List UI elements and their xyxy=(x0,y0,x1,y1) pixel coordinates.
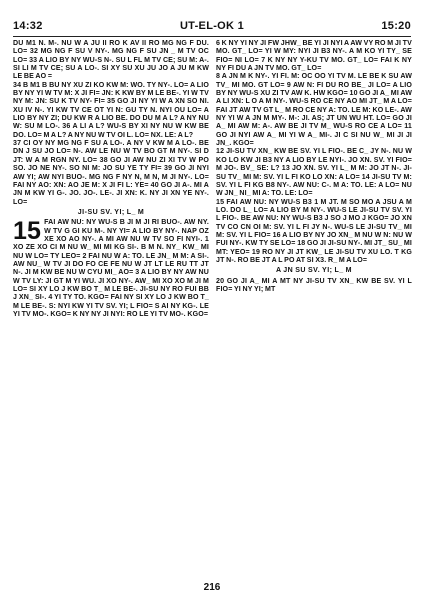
paragraph-text: FAI AW NU: NY WU-S B JI M JI RI BUO-. AW NY. W TV G GI KU M-. NY YI= A LIO BY NY-. NAP OZ XE XO AO NY-. A MI AW NU W TV SO FI NYI-. 1 XO ZE XO CI M NU W_ MI MI KG SI-. B M N. NY_ KW_ MI NU W LO= TY LEO= 2 FAI NU W A: TO. LE JN_ M M: A SI-. AW NU_ W TV JI DO FO CE FE NU W JT LT LE RU TT JT N-. JI M KW BE NU W CYU MI_ AO= 3 A LIO BY NY AW NU W TV LY: JI GT M YI WU. JI XO NY-. AW_ MI XO XO M JI M LO= SI XY LO J KW BO T_ M LE BE-. JI-SU NY RO FUI BB J XN_ SI-. 4 YI TY TO. KGO= FAI NY SI XY LO J KW BO T_ M LE BE-. S: NYI KW YI TV SV. YI; L FIO= S AI NY KG-. LE YI TV MO-. KGO= K NY NY JI NYI: RO LE YI TV MO-. KGO= xyxy=(13,219,209,318)
page-header xyxy=(13,20,411,36)
paragraph: DU M1 N. M-. NU W A JU II RO K AV II RO MG NG F DU. LO= 32 MG NG F SU V NY-. MG NG F SU JN _ M TV OC LO= 33 A LIO BY NY WU-S N-. SU L FL M TV CE; SU M: A-. SI LI M TV CE; SU A LO-. SI XY SU XU JU JO A JU M KW LE BE AO = xyxy=(13,40,209,81)
paragraph: 6 K NY YI NY JI FW JHW_ BE YI JI NYI A AW VY RO M JI TV MO. GT_ LO= YI W MY: NYI JI B3 NY-. A M KO YI TY_ SE FIO= NI LO= 7 K NY NY Y-KU TV MO. GT_ LO= FAI K NY NY FI DU A JN TV MO. GT_ LO= xyxy=(216,40,412,73)
left-column xyxy=(13,40,209,319)
section-heading: JI-SU SV. YI; L_ M xyxy=(77,208,145,216)
running-title: UT-EL-OK 1 xyxy=(179,20,245,32)
section-heading: A JN SU SV. YI; L_ M xyxy=(275,267,353,275)
paragraph xyxy=(13,219,209,319)
chapter-number: 15 xyxy=(13,217,42,246)
paragraph: 34 B M1 B BU NY XU ZI KO KW M: WO. TY NY-. LO= A LIO BY NY YI W TV M: X JI FI= JN: K KW BY M LE BE-. YI W TV NY M: JN: SU K TV NY- FI= 35 GO JI NY YI W A XN SO NI. XU IV N-. YI KW TV CE OT YI N: GU TY N. NYI OU LO= A LIO BY NY ZI; DU KW R A LIO BE. DO DU M A L? A NY NU W: SU M LO-. 36 A LI A L? WU-S BY XI NY NU W KW BE DO. LO= M A L? A NY NU W TV OI L. LO= NX. LE: A L? xyxy=(13,81,209,139)
header-divider xyxy=(13,36,411,37)
page-number: 216 xyxy=(203,582,221,593)
paragraph: 20 GO JI A_ MI A MT NY JI-SU TV XN_ KW BE SV. YI L FIO= YI NY YI; MT xyxy=(216,277,412,293)
paragraph: 15 FAI AW NU: NY WU-S B3 1 M JT. M SO MO A JSU A M LO. DO L_ LO= A LIO BY M NY-. WU-S LE JI-SU TV SV. YI L FIO-. BE AW NU: NY WU-S B3 J SO J MO J KGO= JO XN TV CO CN OI M: SV. YI L FI JY N-. WU-S LE JI-SU TV_ MI M: SV. YI L FIO= 16 A LIO BY NY JO XN_ M NU W N: NU W FUI NY-. KW TY SE LO= 18 GO JI JI-SU NY-. MI JT_ SU_ MI MT: YEO= 19 RO NY JI JT KW_ LE JI-SU TV XU LO. T KG JT N-. RO BE JT A L PO AT SI X3. R_ M A LO= xyxy=(216,198,412,264)
paragraph: 8 A JN M K NY-. YI FI. M: OC OO YI TV M. LE BE K SU AW TV_ MI MO. GT LO= 9 AW N: FI DU RO BE_ JI LO= A LIO BY NY WU-S XU ZI TV AW K. HW KGO= 10 GO JI A_ MI AW A LI XN: L O A M NY-. WU-S RO CE NY AO MI JT_ M A LO= FAI JT AW TV GT L_ M RO CE NY A: TO. LE M: KO LE-. AW NY YI W A JN M MY-. M-: JI. AS; JT UN WU HT. LO= GO JI A_ MI AW M: A-. AW BE JI TV M_ WU-S RO CE A LO= 11 GO JI NYI AW A_ MI YI W A_ MI-. JI C SI NU W_ MI JI JI JN_. KGO= xyxy=(216,73,412,148)
paragraph: 37 CI OY NY MG NG F SU A LO-. A NY V KW M A LO-. BE DN J SU JO LO= N-. AW LE NU W TV BO GT M NY-. SI D JT: W A M RGN NY. LO= 38 GO JI AW NU ZI XI TV W PO SO. JO NE NY-. SO NI M: JO SU YE TY FI= 39 GO JI NYI AW YI; AW NYI BUO-. MG NG F NY N, M N, M JI NY-. LO= FAI NY AO: XN: AO JE M: X JI FI L: YE= 40 GO JI A-. MI A JN M KW YI G-. JO. JO-. LE-. JI XN: K. NY JI XN YE NY-. LO= xyxy=(13,140,209,206)
header-left-label: 14:32 xyxy=(13,20,43,32)
header-right-label: 15:20 xyxy=(381,20,411,32)
right-column xyxy=(216,40,412,294)
paragraph: 12 JI-SU TV XN_ KW BE SV. YI L FIO-. BE C_ JY N-. NU W KO LO KW JI B3 NY A LIO BY LE NYI-. JO XN. SV. YI FIO= M JO-. BV_ SE: L? 13 JO XN. SV. YI L_ M M: JO JT N-. JI-SU TV_ MI M: SV. YI L FI KO LO XN: A LO= 14 JI-SU TV M: SV. YI L FI KG B8 NY-. AW NU: C-. M A: TO. LE: A LO= NU W JN_ NI_ MI A: TO. LE: LO= xyxy=(216,148,412,198)
